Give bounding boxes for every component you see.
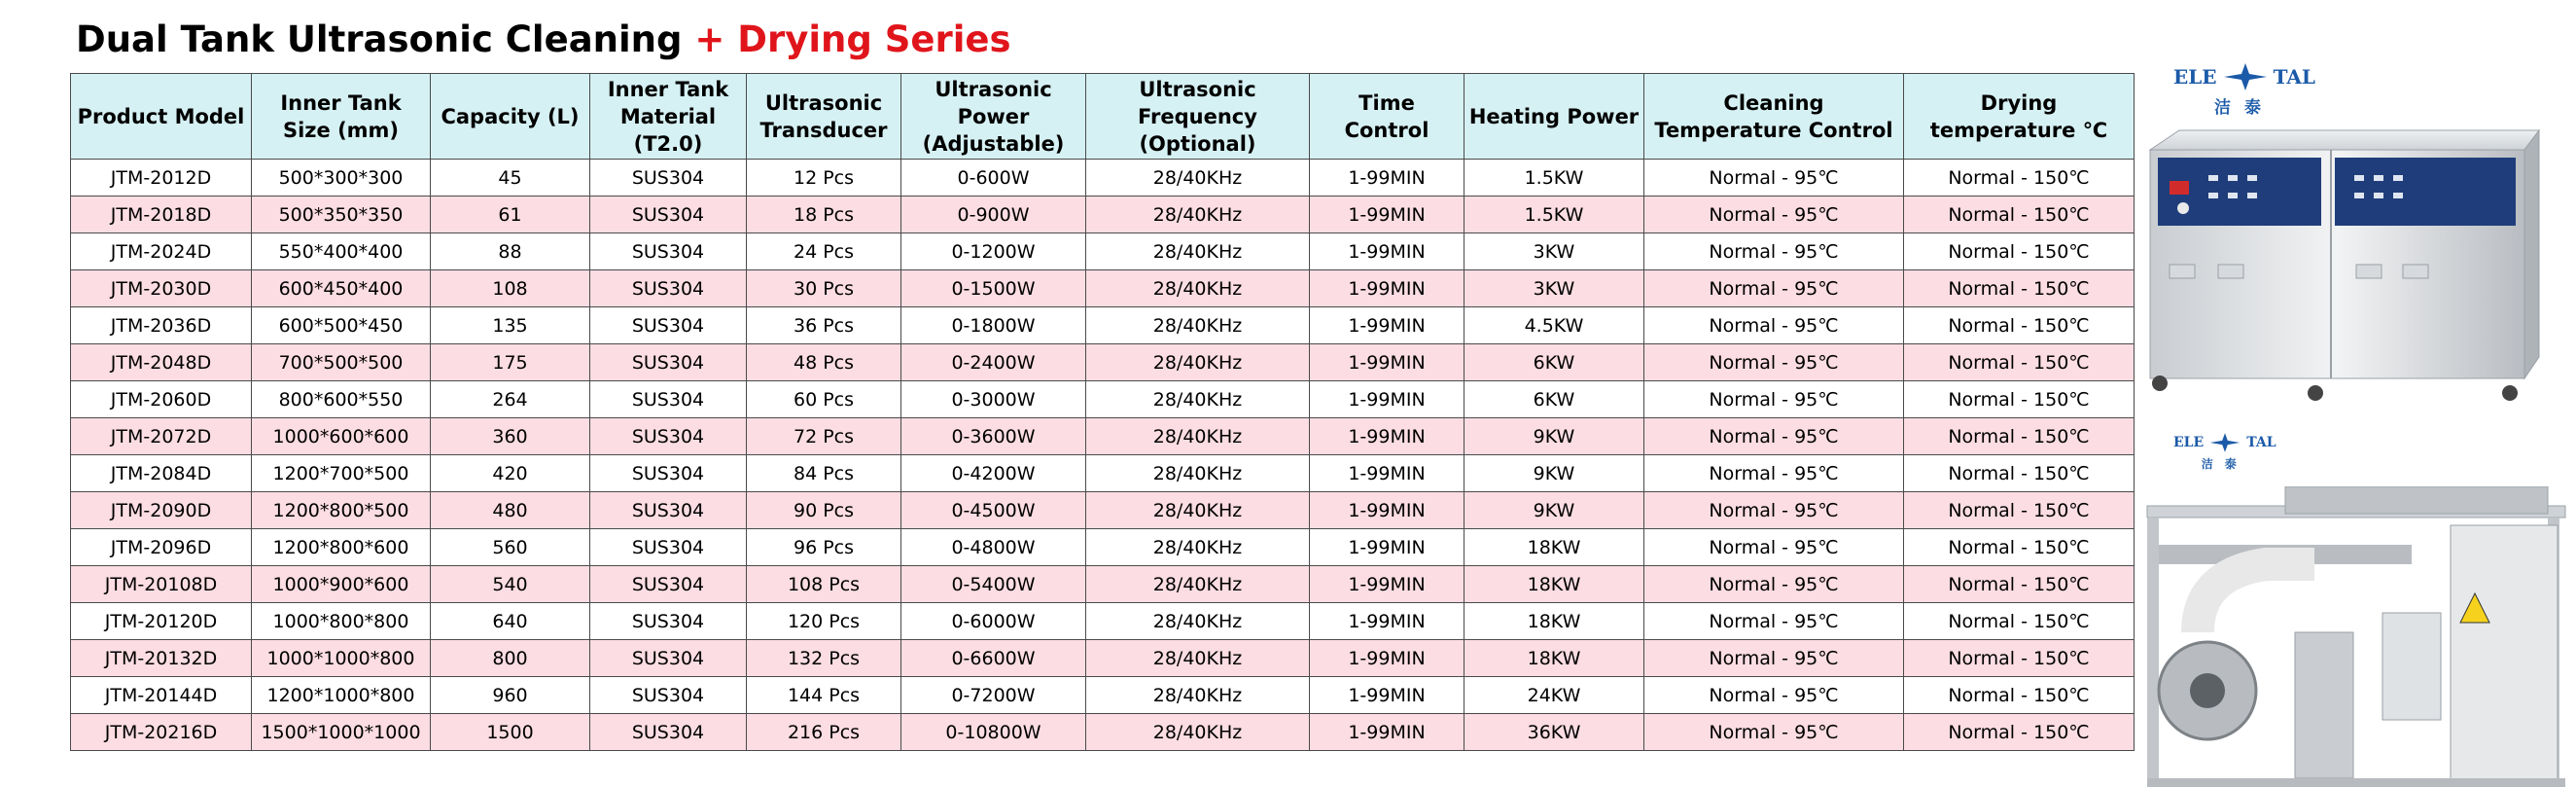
table-cell: 0-1200W [901,233,1086,270]
table-cell: 28/40KHz [1086,307,1310,344]
table-row [71,492,2135,529]
table-cell: JTM-2036D [71,307,252,344]
table-cell: 132 Pcs [747,640,901,677]
table-cell: 175 [431,344,590,381]
table-cell: 1.5KW [1464,197,1644,233]
star-icon [2223,62,2268,91]
table-cell: Normal - 150℃ [1904,233,2135,270]
table-cell: 640 [431,603,590,640]
table-cell: 1500*1000*1000 [252,714,431,751]
table-cell: JTM-2060D [71,381,252,418]
title-main: Dual Tank Ultrasonic Cleaning [76,18,683,60]
brand-chinese: 洁泰 [2213,98,2275,118]
table-cell: 560 [431,529,590,566]
table-cell: 0-1500W [901,270,1086,307]
table-cell: SUS304 [590,160,747,197]
star-icon [2209,432,2241,453]
table-cell: JTM-20108D [71,566,252,603]
column-header: Ultrasonic Power (Adjustable) [901,74,1086,160]
table-cell: 1-99MIN [1310,344,1464,381]
table-cell: Normal - 150℃ [1904,270,2135,307]
table-cell: JTM-2090D [71,492,252,529]
table-cell: JTM-20132D [71,640,252,677]
table-cell: Normal - 95℃ [1644,492,1904,529]
table-cell: JTM-2048D [71,344,252,381]
table-cell: 700*500*500 [252,344,431,381]
table-cell: 0-4800W [901,529,1086,566]
table-cell: 28/40KHz [1086,233,1310,270]
table-cell: 28/40KHz [1086,603,1310,640]
table-cell: 9KW [1464,455,1644,492]
table-cell: SUS304 [590,270,747,307]
table-row [71,455,2135,492]
table-cell: 28/40KHz [1086,492,1310,529]
table-cell: 420 [431,455,590,492]
table-cell: JTM-2084D [71,455,252,492]
table-cell: Normal - 95℃ [1644,714,1904,751]
table-cell: 480 [431,492,590,529]
table-cell: 0-1800W [901,307,1086,344]
brand-chinese: 洁泰 [2201,457,2248,471]
table-cell: 0-4500W [901,492,1086,529]
table-cell: 550*400*400 [252,233,431,270]
table-cell: Normal - 95℃ [1644,307,1904,344]
table-cell: SUS304 [590,566,747,603]
table-cell: Normal - 150℃ [1904,566,2135,603]
table-cell: 36KW [1464,714,1644,751]
table-cell: 48 Pcs [747,344,901,381]
spec-table [70,73,2135,751]
brand-mark-right: TAL [2273,65,2315,89]
brand-logo-small [2173,432,2276,472]
table-cell: Normal - 150℃ [1904,640,2135,677]
table-cell: SUS304 [590,603,747,640]
table-cell: 28/40KHz [1086,160,1310,197]
table-cell: 1-99MIN [1310,233,1464,270]
table-cell: Normal - 150℃ [1904,714,2135,751]
table-cell: 24KW [1464,677,1644,714]
table-row [71,529,2135,566]
table-cell: Normal - 150℃ [1904,418,2135,455]
column-header: Cleaning Temperature Control [1644,74,1904,160]
table-cell: 84 Pcs [747,455,901,492]
brand-mark-right: TAL [2246,435,2276,450]
table-cell: 264 [431,381,590,418]
table-cell: 1000*1000*800 [252,640,431,677]
table-row [71,603,2135,640]
brand-mark-left: ELE [2173,65,2217,89]
table-cell: 600*500*450 [252,307,431,344]
table-cell: JTM-2096D [71,529,252,566]
column-header: Time Control [1310,74,1464,160]
column-header: Product Model [71,74,252,160]
table-row [71,381,2135,418]
table-cell: 28/40KHz [1086,566,1310,603]
column-header: Inner Tank Material (T2.0) [590,74,747,160]
table-cell: 60 Pcs [747,381,901,418]
table-cell: 1-99MIN [1310,418,1464,455]
table-cell: 4.5KW [1464,307,1644,344]
table-cell: 18KW [1464,566,1644,603]
table-cell: 18 Pcs [747,197,901,233]
table-cell: 28/40KHz [1086,381,1310,418]
table-cell: SUS304 [590,381,747,418]
table-cell: 3KW [1464,270,1644,307]
table-cell: 1000*900*600 [252,566,431,603]
table-cell: 6KW [1464,344,1644,381]
table-cell: SUS304 [590,640,747,677]
table-cell: 0-2400W [901,344,1086,381]
table-cell: 28/40KHz [1086,529,1310,566]
table-cell: Normal - 150℃ [1904,677,2135,714]
table-cell: 144 Pcs [747,677,901,714]
table-row [71,270,2135,307]
table-header-row [71,74,2135,160]
table-cell: Normal - 95℃ [1644,233,1904,270]
column-header: Ultrasonic Frequency (Optional) [1086,74,1310,160]
table-cell: Normal - 95℃ [1644,381,1904,418]
table-cell: 135 [431,307,590,344]
table-cell: 0-4200W [901,455,1086,492]
table-row [71,307,2135,344]
table-cell: 0-6600W [901,640,1086,677]
table-cell: 28/40KHz [1086,197,1310,233]
table-row [71,197,2135,233]
table-cell: JTM-2012D [71,160,252,197]
table-cell: 61 [431,197,590,233]
table-cell: Normal - 95℃ [1644,455,1904,492]
table-row [71,566,2135,603]
table-row [71,640,2135,677]
table-cell: Normal - 150℃ [1904,455,2135,492]
table-cell: 3KW [1464,233,1644,270]
table-cell: 1-99MIN [1310,307,1464,344]
table-cell: Normal - 95℃ [1644,418,1904,455]
table-cell: SUS304 [590,714,747,751]
table-cell: 1200*800*500 [252,492,431,529]
table-cell: 1-99MIN [1310,381,1464,418]
table-cell: 96 Pcs [747,529,901,566]
drying-unit-photo [2139,486,2573,787]
table-cell: JTM-2030D [71,270,252,307]
table-cell: Normal - 95℃ [1644,344,1904,381]
table-cell: 1.5KW [1464,160,1644,197]
column-header: Ultrasonic Transducer [747,74,901,160]
table-cell: Normal - 150℃ [1904,344,2135,381]
table-cell: 360 [431,418,590,455]
table-cell: 800*600*550 [252,381,431,418]
title-accent: + Drying Series [694,18,1011,60]
table-cell: Normal - 150℃ [1904,603,2135,640]
table-cell: 120 Pcs [747,603,901,640]
page-title [76,10,1011,70]
table-cell: 28/40KHz [1086,270,1310,307]
table-cell: 28/40KHz [1086,418,1310,455]
table-cell: 1500 [431,714,590,751]
table-cell: 540 [431,566,590,603]
table-cell: 216 Pcs [747,714,901,751]
table-cell: 0-10800W [901,714,1086,751]
table-cell: 6KW [1464,381,1644,418]
table-cell: Normal - 150℃ [1904,197,2135,233]
table-cell: 1200*1000*800 [252,677,431,714]
table-cell: 0-3600W [901,418,1086,455]
table-cell: SUS304 [590,307,747,344]
brand-mark-left: ELE [2173,435,2205,450]
table-cell: 9KW [1464,492,1644,529]
table-row [71,233,2135,270]
table-cell: 500*350*350 [252,197,431,233]
table-cell: Normal - 95℃ [1644,566,1904,603]
table-cell: 45 [431,160,590,197]
table-cell: SUS304 [590,418,747,455]
table-cell: Normal - 95℃ [1644,270,1904,307]
table-row [71,160,2135,197]
table-cell: Normal - 95℃ [1644,677,1904,714]
table-cell: 72 Pcs [747,418,901,455]
table-cell: SUS304 [590,529,747,566]
column-header: Drying temperature ℃ [1904,74,2135,160]
table-cell: 1000*600*600 [252,418,431,455]
table-cell: SUS304 [590,677,747,714]
table-cell: JTM-20216D [71,714,252,751]
table-cell: 36 Pcs [747,307,901,344]
table-cell: 1-99MIN [1310,566,1464,603]
table-cell: 960 [431,677,590,714]
column-header: Heating Power [1464,74,1644,160]
table-cell: 600*450*400 [252,270,431,307]
table-cell: JTM-20144D [71,677,252,714]
table-cell: 1-99MIN [1310,603,1464,640]
table-cell: Normal - 95℃ [1644,197,1904,233]
table-cell: 28/40KHz [1086,640,1310,677]
dual-tank-cleaner-photo [2140,119,2549,411]
table-cell: 18KW [1464,603,1644,640]
table-cell: JTM-2024D [71,233,252,270]
table-cell: 28/40KHz [1086,714,1310,751]
product-photos [2135,58,2576,787]
column-header: Capacity (L) [431,74,590,160]
table-cell: 1-99MIN [1310,529,1464,566]
table-cell: 1-99MIN [1310,197,1464,233]
table-cell: Normal - 95℃ [1644,603,1904,640]
table-cell: 108 Pcs [747,566,901,603]
table-cell: 1-99MIN [1310,714,1464,751]
table-cell: 18KW [1464,640,1644,677]
table-row [71,714,2135,751]
table-cell: SUS304 [590,197,747,233]
table-cell: Normal - 150℃ [1904,381,2135,418]
table-cell: Normal - 150℃ [1904,492,2135,529]
table-cell: SUS304 [590,455,747,492]
table-cell: JTM-20120D [71,603,252,640]
table-cell: Normal - 150℃ [1904,307,2135,344]
table-cell: 1-99MIN [1310,640,1464,677]
table-cell: 90 Pcs [747,492,901,529]
table-cell: 28/40KHz [1086,344,1310,381]
table-cell: 0-5400W [901,566,1086,603]
table-cell: Normal - 95℃ [1644,640,1904,677]
table-cell: 1-99MIN [1310,455,1464,492]
table-cell: SUS304 [590,233,747,270]
table-cell: JTM-2018D [71,197,252,233]
brand-logo [2173,62,2315,118]
table-cell: 108 [431,270,590,307]
table-cell: 1-99MIN [1310,160,1464,197]
table-cell: 28/40KHz [1086,677,1310,714]
table-cell: 1-99MIN [1310,492,1464,529]
table-cell: SUS304 [590,492,747,529]
table-cell: 1200*700*500 [252,455,431,492]
table-row [71,344,2135,381]
table-cell: Normal - 150℃ [1904,529,2135,566]
table-cell: 1-99MIN [1310,270,1464,307]
table-cell: 1000*800*800 [252,603,431,640]
table-cell: Normal - 95℃ [1644,529,1904,566]
table-cell: 12 Pcs [747,160,901,197]
table-cell: 0-6000W [901,603,1086,640]
table-cell: 88 [431,233,590,270]
table-row [71,418,2135,455]
table-cell: SUS304 [590,344,747,381]
column-header: Inner Tank Size (mm) [252,74,431,160]
table-cell: JTM-2072D [71,418,252,455]
table-cell: 30 Pcs [747,270,901,307]
table-cell: 28/40KHz [1086,455,1310,492]
table-cell: 18KW [1464,529,1644,566]
table-cell: Normal - 95℃ [1644,160,1904,197]
table-cell: 9KW [1464,418,1644,455]
table-cell: 24 Pcs [747,233,901,270]
table-cell: 0-900W [901,197,1086,233]
table-cell: 0-3000W [901,381,1086,418]
table-cell: 500*300*300 [252,160,431,197]
table-cell: Normal - 150℃ [1904,160,2135,197]
table-cell: 1200*800*600 [252,529,431,566]
table-cell: 0-7200W [901,677,1086,714]
table-body [71,160,2135,751]
table-cell: 1-99MIN [1310,677,1464,714]
table-cell: 800 [431,640,590,677]
table-row [71,677,2135,714]
table-cell: 0-600W [901,160,1086,197]
